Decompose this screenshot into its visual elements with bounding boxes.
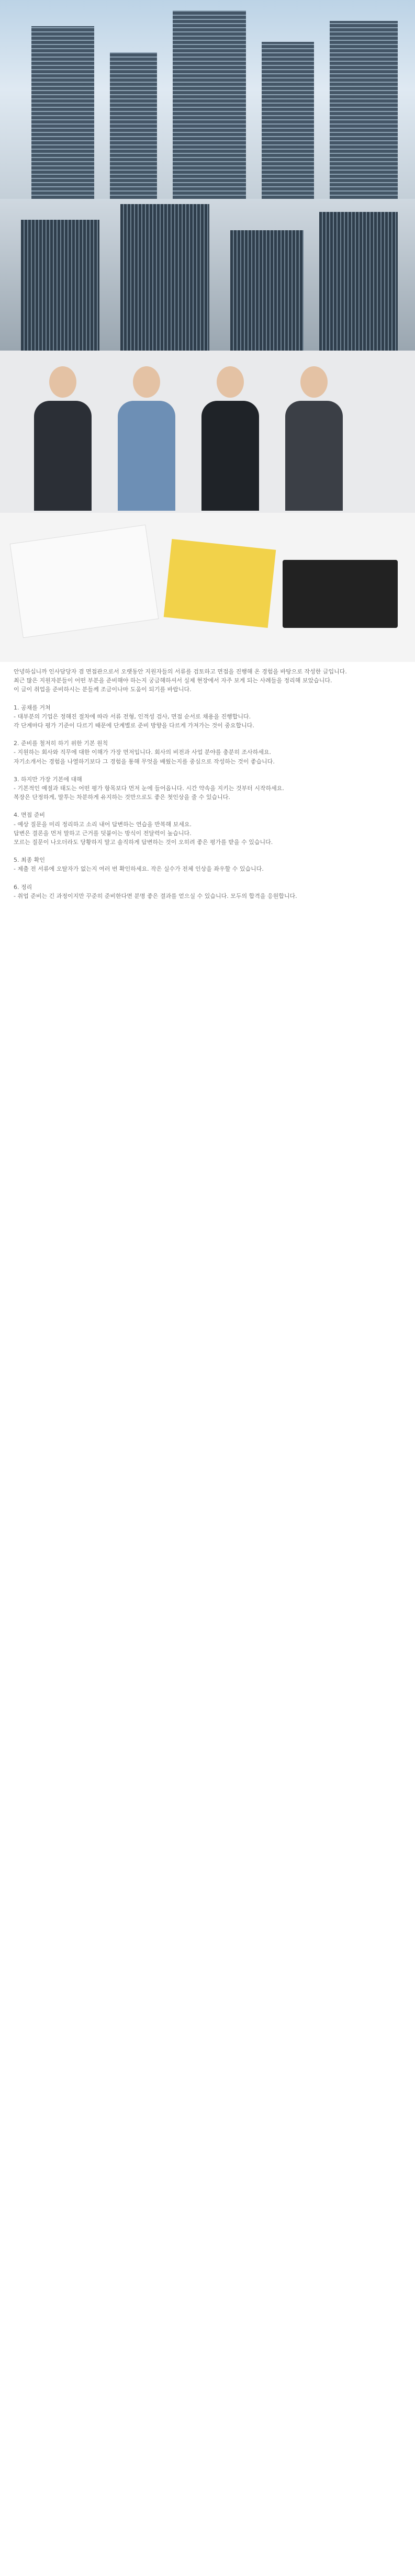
skyscrapers-photo bbox=[0, 0, 415, 199]
body-line: 6. 정리 bbox=[14, 883, 32, 891]
body-line: 최근 많은 지원자분들이 어떤 부분을 준비해야 하는지 궁금해하셔서 실제 현장에서 자주 보게 되는 사례들을 정리해 보았습니다. bbox=[14, 677, 332, 684]
article-body bbox=[0, 662, 415, 901]
body-line bbox=[14, 766, 401, 775]
body-line: 2. 준비를 철저히 하기 위한 기본 원칙 bbox=[14, 740, 108, 747]
body-line: - 지원하는 회사와 직무에 대한 이해가 가장 먼저입니다. 회사의 비전과 사업 분야를 충분히 조사하세요. bbox=[14, 749, 272, 756]
body-line bbox=[14, 730, 401, 739]
body-line: - 대부분의 기업은 정해진 절차에 따라 서류 전형, 인적성 검사, 면접 순서로 채용을 진행합니다. bbox=[14, 713, 251, 720]
body-line: 3. 하지만 가장 기본에 대해 bbox=[14, 775, 82, 783]
body-line: 복장은 단정하게, 말투는 차분하게 유지하는 것만으로도 좋은 첫인상을 줄 수 있습니다. bbox=[14, 794, 230, 801]
body-line bbox=[14, 874, 401, 883]
body-line: 4. 면접 준비 bbox=[14, 812, 45, 819]
body-line: 5. 최종 확인 bbox=[14, 857, 45, 864]
body-line: 안녕하십니까 인사담당자 겸 면접관으로서 오랫동안 지원자들의 서류를 검토하고 면접을 진행해 온 경험을 바탕으로 작성한 글입니다. bbox=[14, 668, 347, 675]
body-line: 각 단계마다 평가 기준이 다르기 때문에 단계별로 준비 방향을 다르게 가져가는 것이 중요합니다. bbox=[14, 722, 254, 729]
desk-documents-photo bbox=[0, 513, 415, 662]
body-line bbox=[14, 694, 401, 703]
body-line: 답변은 결론을 먼저 말하고 근거를 덧붙이는 방식이 전달력이 높습니다. bbox=[14, 829, 192, 837]
body-line bbox=[14, 847, 401, 856]
body-line: - 예상 질문을 미리 정리하고 소리 내어 답변하는 연습을 반복해 보세요. bbox=[14, 820, 192, 828]
body-line: 자기소개서는 경험을 나열하기보다 그 경험을 통해 무엇을 배웠는지를 중심으로 작성하는 것이 좋습니다. bbox=[14, 758, 275, 765]
job-applicants-photo bbox=[0, 351, 415, 513]
body-line: - 제출 전 서류에 오탈자가 없는지 여러 번 확인하세요. 작은 실수가 전체 인상을 좌우할 수 있습니다. bbox=[14, 865, 264, 873]
body-line: 이 글이 취업을 준비하시는 분들께 조금이나마 도움이 되기를 바랍니다. bbox=[14, 686, 192, 693]
body-line bbox=[14, 802, 401, 811]
body-line: - 기본적인 예절과 태도는 어떤 평가 항목보다 먼저 눈에 들어옵니다. 시간 약속을 지키는 것부터 시작하세요. bbox=[14, 785, 284, 792]
body-line: 모르는 질문이 나오더라도 당황하지 말고 솔직하게 답변하는 것이 오히려 좋은 평가를 받을 수 있습니다. bbox=[14, 839, 273, 846]
body-line: 1. 공채를 거쳐 bbox=[14, 704, 51, 711]
office-towers-photo bbox=[0, 199, 415, 351]
body-line: - 취업 준비는 긴 과정이지만 꾸준히 준비한다면 분명 좋은 결과를 얻으실 수 있습니다. 모두의 합격을 응원합니다. bbox=[14, 892, 297, 899]
